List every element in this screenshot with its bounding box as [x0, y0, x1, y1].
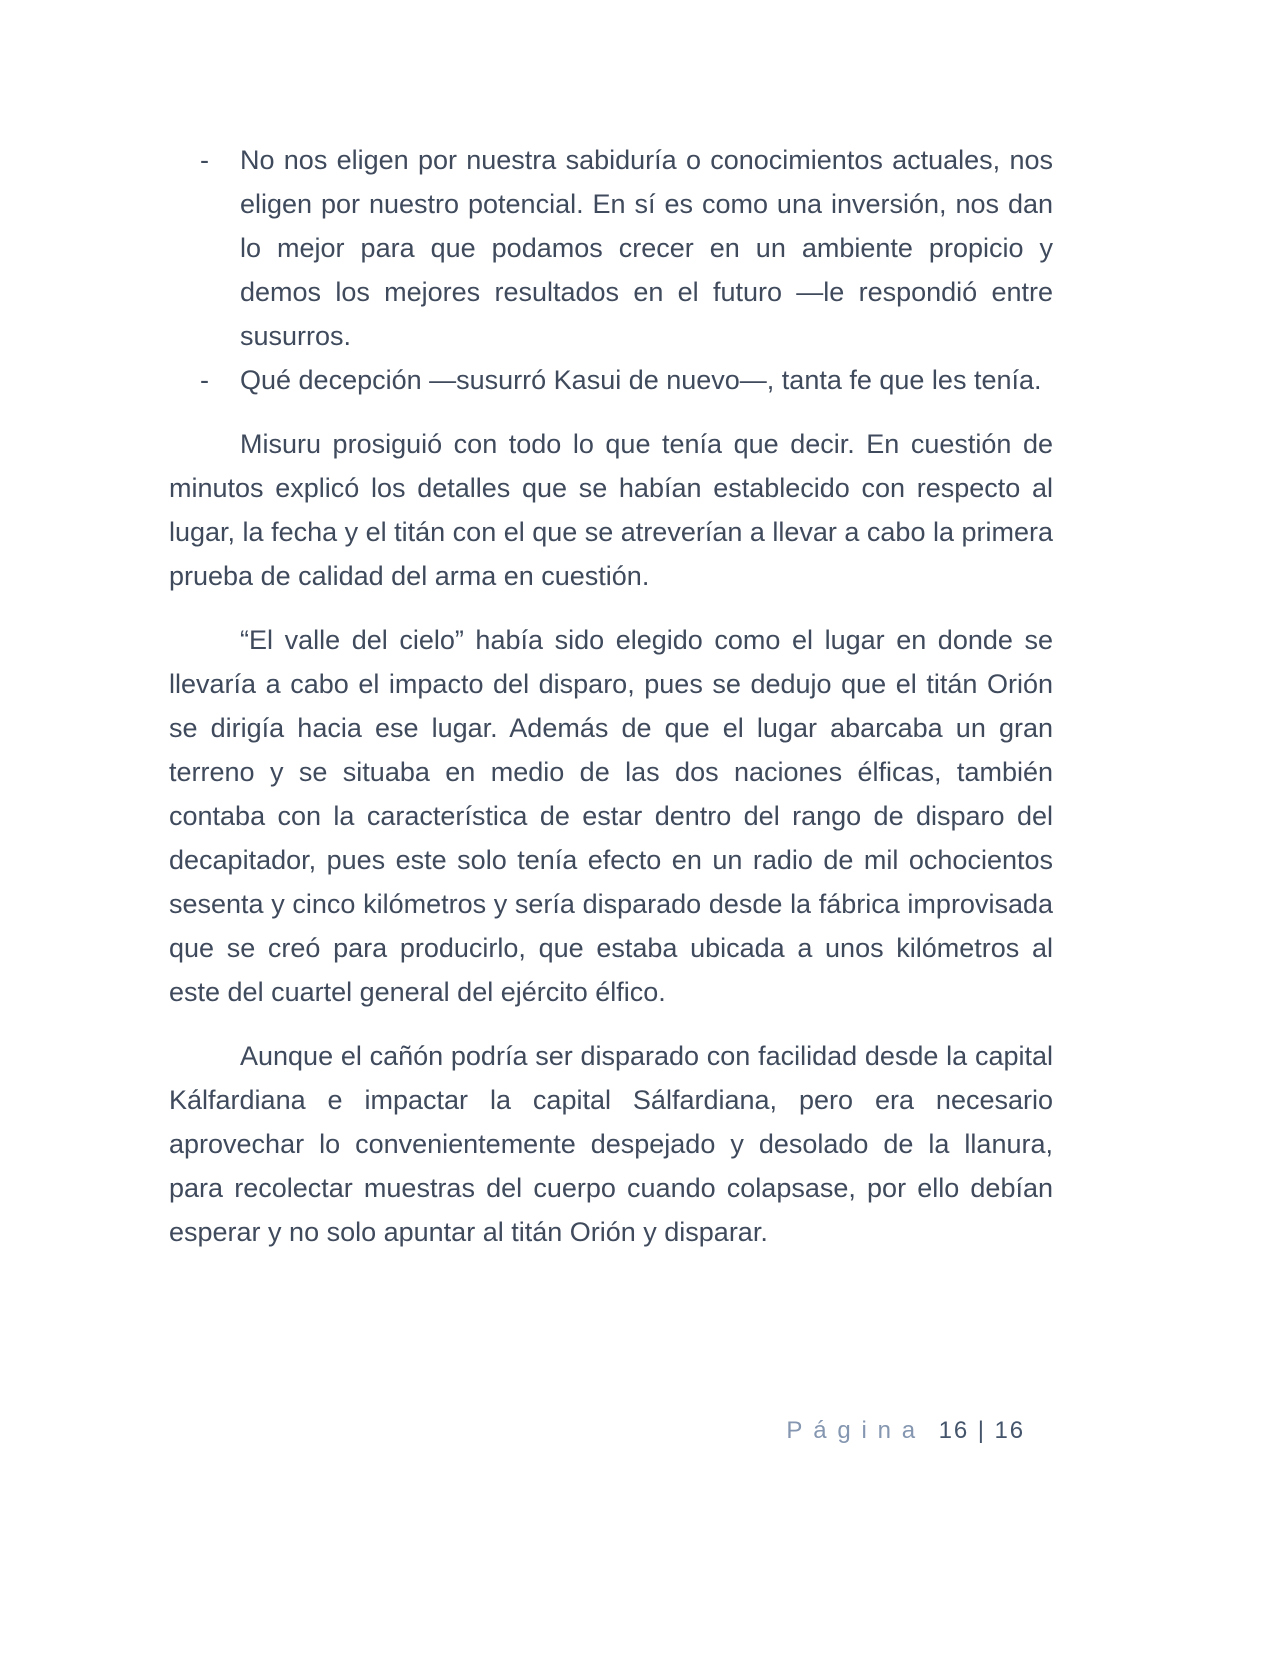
list-item-text: No nos eligen por nuestra sabiduría o conocimientos actuales, nos eligen por nuestro potencial. En sí es como una inversión, nos dan lo mejor para que podamos crecer en un ambiente propicio y demos los mejores resultados en el futuro —le respondió entre susurros.	[240, 145, 1053, 351]
page-footer	[786, 1416, 1025, 1446]
list-item-text: Qué decepción —susurró Kasui de nuevo—, tanta fe que les tenía.	[240, 365, 1042, 395]
dialogue-list	[169, 138, 1053, 402]
list-dash-marker: -	[200, 365, 209, 395]
footer-page-label: Página	[786, 1417, 926, 1444]
paragraph: Misuru prosiguió con todo lo que tenía que decir. En cuestión de minutos explicó los detalles que se habían establecido con respecto al lugar, la fecha y el titán con el que se atreverían a llevar a cabo la primera prueba de calidad del arma en cuestión.	[169, 429, 1053, 591]
list-item	[169, 138, 1053, 358]
paragraph: Aunque el cañón podría ser disparado con facilidad desde la capital Kálfardiana e impactar la capital Sálfardiana, pero era necesario aprovechar lo convenientemente despejado y desolado de la llanura, para recolectar muestras del cuerpo cuando colapsase, por ello debían esperar y no solo apuntar al titán Orión y disparar.	[169, 1041, 1053, 1247]
paragraph: “El valle del cielo” había sido elegido como el lugar en donde se llevaría a cabo el impacto del disparo, pues se dedujo que el titán Orión se dirigía hacia ese lugar. Además de que el lugar abarcaba un gran terreno y se situaba en medio de las dos naciones élficas, también contaba con la característica de estar dentro del rango de disparo del decapitador, pues este solo tenía efecto en un radio de mil ochocientos sesenta y cinco kilómetros y sería disparado desde la fábrica improvisada que se creó para producirlo, que estaba ubicada a unos kilómetros al este del cuartel general del ejército élfico.	[169, 625, 1053, 1007]
list-dash-marker: -	[200, 145, 209, 175]
list-item	[169, 358, 1053, 402]
page-content	[169, 138, 1053, 1254]
footer-page-number: 16 | 16	[938, 1417, 1025, 1444]
